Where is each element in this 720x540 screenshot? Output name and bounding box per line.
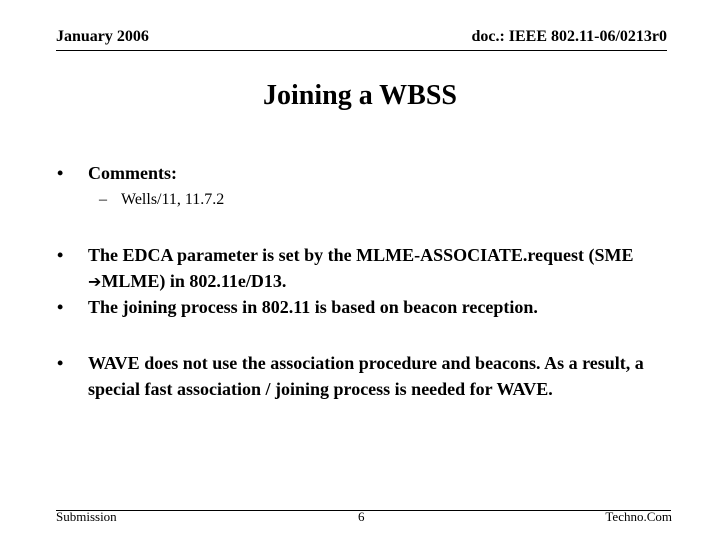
sub-bullet-reference [99, 189, 224, 211]
bullet-marker: • [57, 297, 64, 317]
footer-page-number: 6 [358, 509, 365, 524]
bullet-label: Comments: [88, 163, 177, 183]
bullet-marker: • [57, 353, 64, 373]
bullet-text-before-arrow: The EDCA parameter is set by the MLME-ASSOCIATE.request (SME [88, 245, 634, 265]
bullet-text: The joining process in 802.11 is based on beacon reception. [88, 297, 538, 317]
header-date: January 2006 [56, 28, 149, 45]
header-divider [56, 50, 667, 51]
sub-bullet-text: Wells/11, 11.7.2 [121, 191, 225, 208]
bullet-text [88, 242, 658, 295]
bullet-marker: • [57, 245, 64, 265]
slide-title: Joining a WBSS [262, 80, 458, 111]
bullet-edca [57, 242, 658, 295]
bullet-joining-process [57, 294, 658, 320]
bullet-marker: • [57, 163, 64, 183]
right-arrow-icon: ➔ [88, 272, 102, 291]
bullet-text: WAVE does not use the association procedure and beacons. As a result, a special fast association / joining process is needed for WAVE. [88, 353, 644, 399]
footer-author: Techno.Com [605, 509, 672, 524]
footer-submission: Submission [56, 509, 117, 524]
bullet-comments [57, 160, 658, 186]
bullet-wave [57, 350, 658, 402]
bullet-text-after-arrow: MLME) in 802.11e/D13. [101, 271, 287, 291]
sub-bullet-marker: – [99, 191, 107, 208]
header-doc-id: doc.: IEEE 802.11-06/0213r0 [471, 28, 667, 45]
